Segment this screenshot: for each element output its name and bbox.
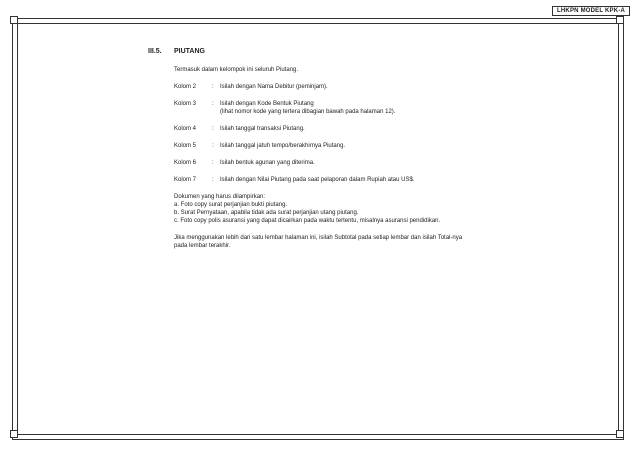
corner-ornament [10,430,18,438]
column-text: Isilah bentuk agunan yang diterima. [220,160,315,166]
documents-heading: Dokumen yang harus dilampirkan: [174,194,266,200]
column-text: Isilah dengan Nama Debitur (peminjam). [220,84,328,90]
column-instruction [174,176,468,184]
column-instruction [174,142,468,150]
column-label: Kolom 7 [174,177,197,183]
column-label: Kolom 2 [174,84,197,90]
column-label: Kolom 4 [174,126,197,132]
closing-line: Jika menggunakan lebih dari satu lembar halaman ini, isilah Subtotal pada setiap lembar dan isilah Total-nya [174,235,463,241]
section-heading [148,48,468,56]
corner-ornament [616,430,624,438]
column-instruction [174,100,468,116]
column-text: Isilah dengan Kode Bentuk Piutang [220,101,314,107]
document-content [148,48,468,259]
column-label: Kolom 6 [174,160,197,166]
corner-ornament [616,16,624,24]
column-text: Isilah dengan Nilai Piutang pada saat pelaporan dalam Rupiah atau US$. [220,177,415,183]
column-separator: : [212,143,214,149]
column-label: Kolom 3 [174,101,197,107]
column-separator: : [212,160,214,166]
corner-ornament [10,16,18,24]
documents-list [174,193,468,225]
section-title: PIUTANG [174,48,205,55]
document-item: b. Surat Pernyataan, apabila tidak ada surat perjanjian utang piutang. [174,210,359,216]
column-separator: : [212,177,214,183]
column-text: Isilah tanggal transaksi Piutang. [220,126,305,132]
closing-note [174,234,468,250]
intro-text: Termasuk dalam kelompok ini seluruh Piutang. [174,67,299,73]
document-item: a. Foto copy surat perjanjian bukti piutang. [174,202,288,208]
closing-line: pada lembar terakhir. [174,243,231,249]
column-instruction [174,83,468,91]
column-instruction [174,125,468,133]
column-text: Isilah tanggal jatuh tempo/berakhirnya Piutang. [220,143,346,149]
column-instruction [174,159,468,167]
column-note: (lihat nomor kode yang tertera dibagian bawah pada halaman 12). [220,109,396,115]
column-separator: : [212,84,214,90]
section-number: III.5. [148,48,162,55]
column-label: Kolom 5 [174,143,197,149]
document-item: c. Foto copy polis asuransi yang dapat dicairkan pada waktu tertentu, misalnya asuransi pendidikan. [174,218,441,224]
column-separator: : [212,101,214,107]
column-separator: : [212,126,214,132]
form-model-badge: LHKPN MODEL KPK-A [552,6,630,16]
